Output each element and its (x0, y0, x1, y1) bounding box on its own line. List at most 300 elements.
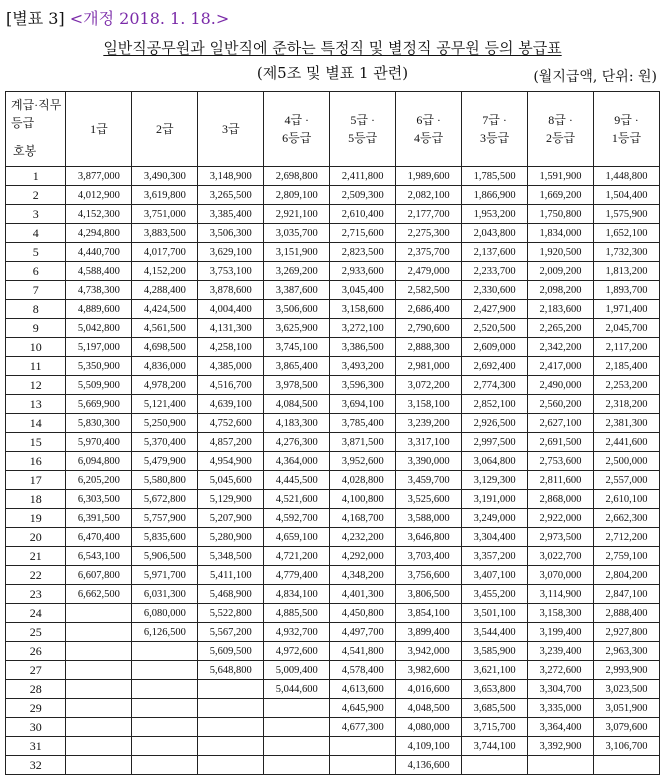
salary-cell: 3,685,500 (462, 699, 528, 718)
salary-cell: 1,866,900 (462, 186, 528, 205)
salary-cell: 4,834,100 (264, 585, 330, 604)
salary-cell: 3,191,000 (462, 490, 528, 509)
step-number-cell: 28 (6, 680, 66, 699)
grade-header-4 (264, 92, 330, 167)
grade-header-line: 5급 · (350, 113, 375, 127)
salary-cell (132, 699, 198, 718)
salary-cell: 3,596,300 (330, 376, 396, 395)
salary-cell: 2,520,500 (462, 319, 528, 338)
salary-cell: 4,109,100 (396, 737, 462, 756)
salary-cell: 2,490,000 (528, 376, 594, 395)
salary-cell: 3,756,600 (396, 566, 462, 585)
salary-cell (66, 718, 132, 737)
salary-cell: 2,868,000 (528, 490, 594, 509)
salary-cell: 2,045,700 (594, 319, 660, 338)
table-row (6, 547, 660, 566)
salary-cell: 1,920,500 (528, 243, 594, 262)
step-number-cell: 19 (6, 509, 66, 528)
salary-cell (528, 756, 594, 775)
grade-header-line: 2등급 (545, 131, 576, 145)
salary-cell: 4,232,200 (330, 528, 396, 547)
salary-cell: 2,117,200 (594, 338, 660, 357)
salary-cell: 2,318,200 (594, 395, 660, 414)
salary-cell: 3,942,000 (396, 642, 462, 661)
salary-cell: 4,258,100 (198, 338, 264, 357)
salary-cell: 3,070,000 (528, 566, 594, 585)
salary-cell: 4,738,300 (66, 281, 132, 300)
salary-cell: 3,387,600 (264, 281, 330, 300)
salary-cell: 2,375,700 (396, 243, 462, 262)
salary-cell: 3,129,300 (462, 471, 528, 490)
salary-cell: 5,280,900 (198, 528, 264, 547)
salary-cell (66, 642, 132, 661)
salary-cell: 2,609,000 (462, 338, 528, 357)
salary-cell: 4,698,500 (132, 338, 198, 357)
salary-cell: 3,625,900 (264, 319, 330, 338)
salary-cell: 3,751,000 (132, 205, 198, 224)
salary-cell: 5,906,500 (132, 547, 198, 566)
grade-header-2 (132, 92, 198, 167)
salary-cell: 3,753,100 (198, 262, 264, 281)
grade-header-5 (330, 92, 396, 167)
salary-cell: 3,045,400 (330, 281, 396, 300)
salary-cell: 6,205,200 (66, 471, 132, 490)
salary-cell (132, 661, 198, 680)
salary-cell: 3,151,900 (264, 243, 330, 262)
salary-cell: 2,823,500 (330, 243, 396, 262)
salary-cell: 4,857,200 (198, 433, 264, 452)
salary-cell: 4,100,800 (330, 490, 396, 509)
salary-cell (66, 623, 132, 642)
salary-cell: 3,239,400 (528, 642, 594, 661)
salary-cell: 3,899,400 (396, 623, 462, 642)
salary-cell: 2,500,000 (594, 452, 660, 471)
salary-cell: 3,878,600 (198, 281, 264, 300)
salary-cell: 2,926,500 (462, 414, 528, 433)
salary-cell: 4,136,600 (396, 756, 462, 775)
step-number-cell: 6 (6, 262, 66, 281)
salary-cell: 2,441,600 (594, 433, 660, 452)
table-row (6, 376, 660, 395)
salary-cell: 2,774,300 (462, 376, 528, 395)
salary-cell (198, 737, 264, 756)
salary-cell: 3,407,100 (462, 566, 528, 585)
table-row (6, 699, 660, 718)
table-row (6, 319, 660, 338)
table-row (6, 281, 660, 300)
salary-cell: 5,044,600 (264, 680, 330, 699)
salary-cell: 2,417,000 (528, 357, 594, 376)
salary-cell: 2,427,900 (462, 300, 528, 319)
annex-label: [별표 3] (6, 9, 65, 28)
salary-cell: 2,715,600 (330, 224, 396, 243)
salary-cell: 2,509,300 (330, 186, 396, 205)
step-number-cell: 5 (6, 243, 66, 262)
salary-cell: 3,883,500 (132, 224, 198, 243)
grade-header-3 (198, 92, 264, 167)
salary-cell (264, 699, 330, 718)
step-number-cell: 27 (6, 661, 66, 680)
step-number-cell: 26 (6, 642, 66, 661)
salary-cell: 3,035,700 (264, 224, 330, 243)
salary-cell: 2,790,600 (396, 319, 462, 338)
grade-header-line: 1등급 (611, 131, 642, 145)
salary-cell: 2,253,200 (594, 376, 660, 395)
salary-cell: 3,544,400 (462, 623, 528, 642)
salary-cell: 1,813,200 (594, 262, 660, 281)
salary-cell: 5,370,400 (132, 433, 198, 452)
salary-cell: 1,893,700 (594, 281, 660, 300)
table-row (6, 167, 660, 186)
salary-cell: 2,963,300 (594, 642, 660, 661)
salary-cell: 2,809,100 (264, 186, 330, 205)
salary-cell: 4,592,700 (264, 509, 330, 528)
salary-cell: 5,468,900 (198, 585, 264, 604)
salary-cell: 2,185,400 (594, 357, 660, 376)
salary-cell: 4,385,000 (198, 357, 264, 376)
salary-cell: 3,952,600 (330, 452, 396, 471)
step-number-cell: 21 (6, 547, 66, 566)
salary-cell: 3,694,100 (330, 395, 396, 414)
table-row (6, 623, 660, 642)
salary-cell: 3,072,200 (396, 376, 462, 395)
step-number-cell: 25 (6, 623, 66, 642)
salary-cell: 2,981,000 (396, 357, 462, 376)
salary-cell: 4,516,700 (198, 376, 264, 395)
step-number-cell: 7 (6, 281, 66, 300)
unit-note: (월지급액, 단위: 원) (533, 69, 657, 85)
grade-header-line: 7급 · (482, 113, 507, 127)
salary-cell: 4,004,400 (198, 300, 264, 319)
salary-cell: 1,989,600 (396, 167, 462, 186)
salary-table (5, 91, 660, 775)
salary-cell: 3,455,200 (462, 585, 528, 604)
salary-cell: 2,691,500 (528, 433, 594, 452)
salary-cell: 4,152,300 (66, 205, 132, 224)
salary-cell: 4,364,000 (264, 452, 330, 471)
salary-cell: 3,385,400 (198, 205, 264, 224)
step-number-cell: 15 (6, 433, 66, 452)
grade-header-6 (396, 92, 462, 167)
salary-cell: 5,830,300 (66, 414, 132, 433)
salary-cell (132, 718, 198, 737)
salary-cell: 5,672,800 (132, 490, 198, 509)
salary-cell: 5,129,900 (198, 490, 264, 509)
salary-cell (264, 756, 330, 775)
salary-cell: 3,703,400 (396, 547, 462, 566)
salary-cell: 2,275,300 (396, 224, 462, 243)
step-number-cell: 3 (6, 205, 66, 224)
step-number-cell: 8 (6, 300, 66, 319)
salary-cell: 4,561,500 (132, 319, 198, 338)
corner-header-cell (6, 92, 66, 167)
salary-cell: 3,745,100 (264, 338, 330, 357)
salary-cell: 2,993,900 (594, 661, 660, 680)
salary-cell: 3,646,800 (396, 528, 462, 547)
salary-cell: 2,582,500 (396, 281, 462, 300)
salary-cell: 3,249,000 (462, 509, 528, 528)
salary-cell: 3,317,100 (396, 433, 462, 452)
salary-cell: 3,877,000 (66, 167, 132, 186)
table-row (6, 718, 660, 737)
salary-cell: 5,479,900 (132, 452, 198, 471)
salary-cell (132, 737, 198, 756)
grade-header-line: 4급 · (284, 113, 310, 127)
table-row (6, 243, 660, 262)
table-row (6, 490, 660, 509)
salary-cell: 4,288,400 (132, 281, 198, 300)
salary-cell: 4,613,600 (330, 680, 396, 699)
salary-cell (132, 756, 198, 775)
grade-header-1 (66, 92, 132, 167)
salary-cell: 2,922,000 (528, 509, 594, 528)
salary-cell: 4,836,000 (132, 357, 198, 376)
salary-cell: 4,721,200 (264, 547, 330, 566)
salary-cell: 3,158,600 (330, 300, 396, 319)
salary-cell (66, 661, 132, 680)
table-row (6, 756, 660, 775)
salary-cell: 3,506,600 (264, 300, 330, 319)
salary-cell: 4,541,800 (330, 642, 396, 661)
salary-cell: 2,627,100 (528, 414, 594, 433)
amendment-date: <개정 2018. 1. 18.> (69, 9, 230, 28)
salary-cell: 2,927,800 (594, 623, 660, 642)
table-body (6, 167, 660, 775)
salary-cell: 2,233,700 (462, 262, 528, 281)
salary-cell: 5,970,400 (66, 433, 132, 452)
salary-cell: 1,953,200 (462, 205, 528, 224)
step-number-cell: 16 (6, 452, 66, 471)
grade-header-8 (528, 92, 594, 167)
salary-cell: 3,272,600 (528, 661, 594, 680)
salary-cell: 3,158,300 (528, 604, 594, 623)
step-number-cell: 10 (6, 338, 66, 357)
salary-cell: 3,265,500 (198, 186, 264, 205)
salary-cell (594, 756, 660, 775)
salary-cell: 3,022,700 (528, 547, 594, 566)
salary-cell: 3,806,500 (396, 585, 462, 604)
step-number-cell: 31 (6, 737, 66, 756)
salary-cell: 3,051,900 (594, 699, 660, 718)
salary-cell: 3,621,100 (462, 661, 528, 680)
salary-cell: 5,835,600 (132, 528, 198, 547)
step-number-cell: 30 (6, 718, 66, 737)
salary-cell: 2,852,100 (462, 395, 528, 414)
salary-cell: 4,972,600 (264, 642, 330, 661)
salary-cell: 2,082,100 (396, 186, 462, 205)
salary-cell: 3,865,400 (264, 357, 330, 376)
salary-cell: 4,639,100 (198, 395, 264, 414)
salary-cell: 4,292,000 (330, 547, 396, 566)
salary-cell: 4,294,800 (66, 224, 132, 243)
salary-cell: 4,131,300 (198, 319, 264, 338)
step-number-cell: 23 (6, 585, 66, 604)
salary-cell: 4,016,600 (396, 680, 462, 699)
salary-cell: 3,493,200 (330, 357, 396, 376)
salary-cell: 5,042,800 (66, 319, 132, 338)
salary-cell: 3,386,500 (330, 338, 396, 357)
grade-header-line: 9급 · (614, 113, 639, 127)
salary-cell: 1,652,100 (594, 224, 660, 243)
salary-cell: 4,659,100 (264, 528, 330, 547)
grade-axis-label: 계급·직무등급 (11, 98, 62, 130)
table-row (6, 186, 660, 205)
salary-cell: 3,744,100 (462, 737, 528, 756)
grade-header-line: 1급 (90, 122, 108, 136)
salary-cell (330, 756, 396, 775)
salary-cell: 3,390,000 (396, 452, 462, 471)
salary-cell: 4,440,700 (66, 243, 132, 262)
grade-header-9 (594, 92, 660, 167)
table-row (6, 509, 660, 528)
step-number-cell: 2 (6, 186, 66, 205)
salary-cell: 2,183,600 (528, 300, 594, 319)
salary-cell: 2,009,200 (528, 262, 594, 281)
salary-cell: 3,023,500 (594, 680, 660, 699)
table-row (6, 452, 660, 471)
table-row (6, 338, 660, 357)
salary-cell: 1,834,000 (528, 224, 594, 243)
salary-cell: 2,933,600 (330, 262, 396, 281)
grade-header-line: 2급 (156, 122, 174, 136)
salary-cell: 5,757,900 (132, 509, 198, 528)
header-row (6, 92, 660, 167)
salary-cell: 4,424,500 (132, 300, 198, 319)
salary-cell: 1,669,200 (528, 186, 594, 205)
step-number-cell: 12 (6, 376, 66, 395)
table-row (6, 642, 660, 661)
salary-cell: 3,629,100 (198, 243, 264, 262)
salary-cell: 3,106,700 (594, 737, 660, 756)
salary-cell: 6,470,400 (66, 528, 132, 547)
salary-cell: 3,785,400 (330, 414, 396, 433)
salary-cell: 4,497,700 (330, 623, 396, 642)
salary-cell: 3,079,600 (594, 718, 660, 737)
salary-cell: 3,506,300 (198, 224, 264, 243)
salary-cell: 4,578,400 (330, 661, 396, 680)
salary-cell: 5,509,900 (66, 376, 132, 395)
salary-cell: 4,645,900 (330, 699, 396, 718)
salary-cell: 4,445,500 (264, 471, 330, 490)
salary-cell: 3,114,900 (528, 585, 594, 604)
salary-cell: 3,364,400 (528, 718, 594, 737)
salary-cell: 2,686,400 (396, 300, 462, 319)
salary-cell: 3,239,200 (396, 414, 462, 433)
salary-cell (198, 680, 264, 699)
salary-cell: 1,971,400 (594, 300, 660, 319)
table-row (6, 585, 660, 604)
salary-cell: 2,557,000 (594, 471, 660, 490)
step-number-cell: 13 (6, 395, 66, 414)
page-subtitle: (제5조 및 별표 1 관련) (256, 64, 409, 82)
salary-cell: 6,126,500 (132, 623, 198, 642)
page-title: 일반직공무원과 일반직에 준하는 특정직 및 별정직 공무원 등의 봉급표 (103, 39, 562, 57)
salary-cell: 5,207,900 (198, 509, 264, 528)
salary-cell: 3,459,700 (396, 471, 462, 490)
salary-cell: 6,543,100 (66, 547, 132, 566)
salary-cell: 3,148,900 (198, 167, 264, 186)
table-row (6, 414, 660, 433)
salary-cell: 4,152,200 (132, 262, 198, 281)
salary-cell: 1,575,900 (594, 205, 660, 224)
salary-cell: 5,121,400 (132, 395, 198, 414)
salary-cell: 4,012,900 (66, 186, 132, 205)
salary-cell (132, 680, 198, 699)
salary-cell: 4,084,500 (264, 395, 330, 414)
step-number-cell: 20 (6, 528, 66, 547)
salary-cell: 3,653,800 (462, 680, 528, 699)
salary-cell: 2,610,100 (594, 490, 660, 509)
table-row (6, 224, 660, 243)
salary-cell: 1,448,800 (594, 167, 660, 186)
table-row (6, 395, 660, 414)
salary-cell: 1,591,900 (528, 167, 594, 186)
step-number-cell: 9 (6, 319, 66, 338)
salary-cell: 6,607,800 (66, 566, 132, 585)
salary-cell: 2,098,200 (528, 281, 594, 300)
salary-cell: 6,080,000 (132, 604, 198, 623)
salary-cell: 2,137,600 (462, 243, 528, 262)
salary-cell: 5,580,800 (132, 471, 198, 490)
salary-cell (330, 737, 396, 756)
salary-cell: 3,304,400 (462, 528, 528, 547)
salary-cell (462, 756, 528, 775)
step-number-cell: 18 (6, 490, 66, 509)
salary-cell: 4,183,300 (264, 414, 330, 433)
salary-cell: 3,619,800 (132, 186, 198, 205)
salary-cell: 6,662,500 (66, 585, 132, 604)
salary-cell (66, 699, 132, 718)
salary-cell: 3,715,700 (462, 718, 528, 737)
salary-cell: 4,752,600 (198, 414, 264, 433)
salary-cell: 3,269,200 (264, 262, 330, 281)
salary-cell: 4,168,700 (330, 509, 396, 528)
salary-cell: 5,609,500 (198, 642, 264, 661)
step-number-cell: 22 (6, 566, 66, 585)
table-row (6, 604, 660, 623)
salary-cell: 3,199,400 (528, 623, 594, 642)
salary-cell: 4,932,700 (264, 623, 330, 642)
salary-cell: 5,350,900 (66, 357, 132, 376)
grade-header-line: 5등급 (348, 131, 378, 145)
salary-cell: 3,158,100 (396, 395, 462, 414)
grade-header-line: 3등급 (480, 131, 510, 145)
salary-cell: 2,043,800 (462, 224, 528, 243)
salary-cell: 2,330,600 (462, 281, 528, 300)
salary-cell: 3,871,500 (330, 433, 396, 452)
salary-cell: 4,885,500 (264, 604, 330, 623)
table-row (6, 566, 660, 585)
step-number-cell: 1 (6, 167, 66, 186)
salary-cell: 2,888,300 (396, 338, 462, 357)
step-number-cell: 14 (6, 414, 66, 433)
salary-cell: 4,348,200 (330, 566, 396, 585)
salary-cell: 3,588,000 (396, 509, 462, 528)
table-row (6, 300, 660, 319)
salary-cell: 5,250,900 (132, 414, 198, 433)
salary-cell: 4,080,000 (396, 718, 462, 737)
table-row (6, 357, 660, 376)
step-number-cell: 24 (6, 604, 66, 623)
salary-cell: 3,982,600 (396, 661, 462, 680)
salary-cell: 3,854,100 (396, 604, 462, 623)
salary-cell: 3,490,300 (132, 167, 198, 186)
salary-cell: 5,971,700 (132, 566, 198, 585)
salary-cell: 4,889,600 (66, 300, 132, 319)
salary-cell: 4,276,300 (264, 433, 330, 452)
salary-cell: 2,753,600 (528, 452, 594, 471)
salary-cell: 3,392,900 (528, 737, 594, 756)
